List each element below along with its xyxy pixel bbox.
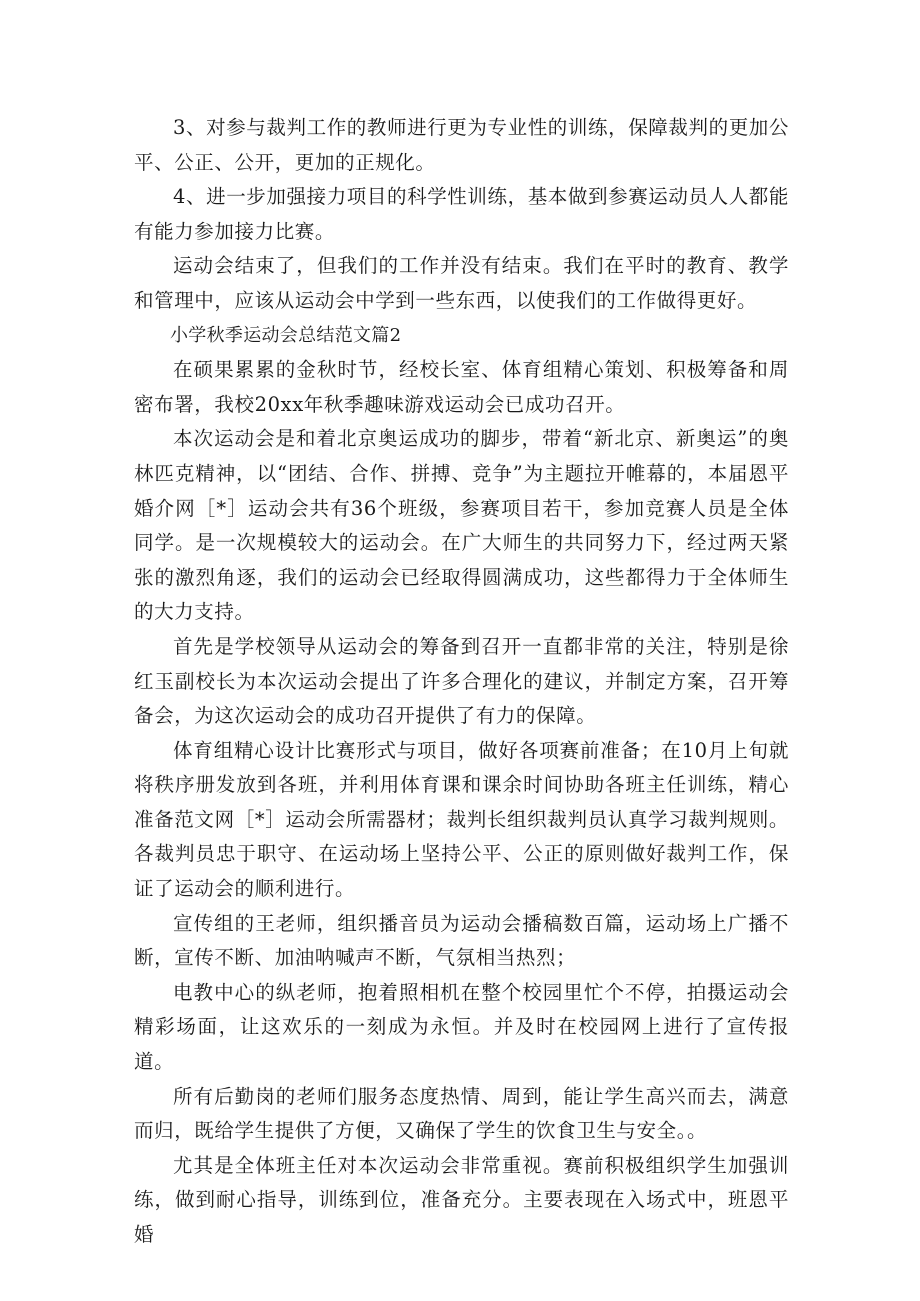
paragraph-logistics: 所有后勤岗的老师们服务态度热情、周到，能让学生高兴而去，满意而归，既给学生提供了方便，又确保了学生的饮食卫生与安全。。 [134,1084,789,1143]
paragraph-media-center: 电教中心的纵老师，抱着照相机在整个校园里忙个不停，拍摄运动会精彩场面，让这欢乐的一刻成为永恒。并及时在校园网上进行了宣传报道。 [134,980,789,1074]
paragraph-class-teachers: 尤其是全体班主任对本次运动会非常重视。赛前积极组织学生加强训练，做到耐心指导，训练到位，准备充分。主要表现在入场式中，班恩平婚 [134,1153,789,1246]
paragraph-pe-group: 体育组精心设计比赛形式与项目，做好各项赛前准备；在10月上旬就将秩序册发放到各班，并利用体育课和课余时间协助各班主任训练，精心准备范文网［*］运动会所需器材；裁判长组织裁判员认真学习裁判规则。各裁判员忠于职守、在运动场上坚持公平、公正的原则做好裁判工作，保证了运动会的顺利进行。 [134,738,789,901]
paragraph-item-4: 4、进一步加强接力项目的科学性训练，基本做到参赛运动员人人都能有能力参加接力比赛。 [134,185,790,243]
paragraph-overview: 本次运动会是和着北京奥运成功的脚步，带着“新北京、新奥运”的奥林匹克精神，以“团结、合作、拼搏、竞争”为主题拉开帷幕的，本届恩平婚介网［*］运动会共有36个班级，参赛项目若干，参加竞赛人员是全体同学。是一次规模较大的运动会。在广大师生的共同努力下，经过两天紧张的激烈角逐，我们的运动会已经取得圆满成功，这些都得力于全体师生的大力支持。 [134,427,789,624]
document-body [134,111,789,1253]
section-heading: 小学秋季运动会总结范文篇2 [170,324,402,346]
paragraph-conclusion: 运动会结束了，但我们的工作并没有结束。我们在平时的教育、教学和管理中，应该从运动会中学到一些东西，以使我们的工作做得更好。 [134,254,789,312]
paragraph-publicity: 宣传组的王老师，组织播音员为运动会播稿数百篇，运动场上广播不断，宣传不断、加油呐喊声不断，气氛相当热烈； [134,911,789,970]
paragraph-item-3: 3、对参与裁判工作的教师进行更为专业性的训练，保障裁判的更加公平、公正、公开，更加的正规化。 [134,116,790,174]
paragraph-intro: 在硕果累累的金秋时节，经校长室、体育组精心策划、积极筹备和周密布署，我校20xx年秋季趣味游戏运动会已成功召开。 [134,358,789,416]
paragraph-leadership: 首先是学校领导从运动会的筹备到召开一直都非常的关注，特别是徐红玉副校长为本次运动会提出了许多合理化的建议，并制定方案，召开筹备会，为这次运动会的成功召开提供了有力的保障。 [134,634,789,728]
